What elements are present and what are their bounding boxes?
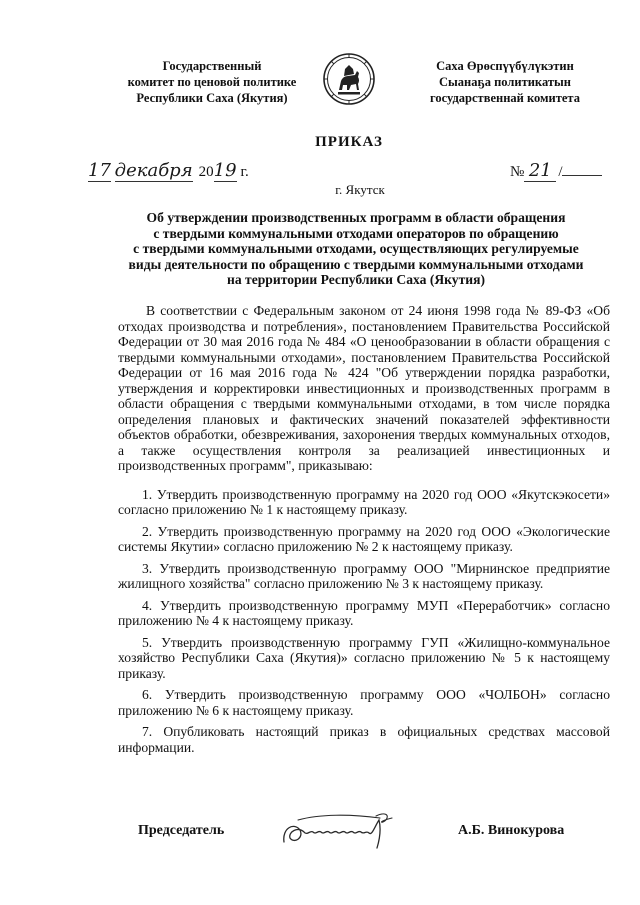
- date-year-prefix: 20: [198, 164, 214, 180]
- issuer-line: Республики Саха (Якутия): [136, 91, 288, 105]
- order-item: 6. Утвердить производственную программу ООО «ЧОЛБОН» согласно приложению № 6 к настоящему приказу.: [118, 687, 610, 718]
- number-slash: /: [558, 164, 563, 180]
- subject-line: Об утверждении производственных программ в области обращения: [146, 210, 566, 225]
- issuer-name-yakut: [400, 58, 610, 106]
- subject-line: виды деятельности по обращению с твердыми коммунальными отходами: [128, 256, 584, 272]
- signer-name: А.Б. Винокурова: [458, 823, 565, 838]
- preamble-paragraph: В соответствии с Федеральным законом от 24 июня 1998 года № 89-ФЗ «Об отходах производства и потребления», постановлением Правительства Российской Федерации от 30 мая 2016 года № 484 «О ценообразовании в области обращения с твердыми коммунальными отходами», постановлением Правительства Российской Федерации от 16 мая 2016 года № 424 "Об утверждении порядка разработки, утверждения и корректировки инвестиционных и производственных программ в области обращения с твердыми коммунальными отходами, в том числе порядка определения плановых и фактических значений показателей эффективности объектов обработки, обезвреживания, захоронения твердых коммунальных отходов, а также осуществления контроля за реализацией инвестиционных и производственных программ", приказываю:: [118, 303, 610, 473]
- order-item: 2. Утвердить производственную программу на 2020 год ООО «Экологические системы Якутии» согласно приложению № 2 к настоящему приказу.: [118, 523, 610, 554]
- subject-line: с твердыми коммунальными отходами операторов по обращению: [153, 225, 559, 241]
- yakutia-coat-of-arms-icon: [322, 52, 376, 106]
- issue-city: г. Якутск: [335, 182, 385, 197]
- date-day: 17: [88, 160, 111, 181]
- order-item: 1. Утвердить производственную программу на 2020 год ООО «Якутскэкосети» согласно приложению № 1 к настоящему приказу.: [118, 486, 610, 517]
- date-year-suffix: 19: [213, 160, 237, 181]
- order-item: 3. Утвердить производственную программу ООО "Мирнинское предприятие жилищного хозяйства" согласно приложению № 3 к настоящему приказу.: [118, 560, 610, 591]
- document-body: [118, 303, 610, 761]
- issuer-line: комитет по ценовой политике: [127, 75, 297, 89]
- document-subject: [110, 210, 602, 288]
- number-prefix: №: [510, 164, 525, 180]
- order-items-list: [118, 487, 610, 756]
- issuer-line: Государственный: [162, 59, 262, 73]
- date-suffix: г.: [240, 164, 249, 180]
- issuer-line: Сыанаҕа политикатын: [439, 75, 571, 89]
- number-value: 21: [524, 160, 556, 182]
- signer-role: Председатель: [138, 823, 225, 838]
- order-item: 5. Утвердить производственную программу ГУП «Жилищно-коммунальное хозяйство Республики Саха (Якутия)» согласно приложению № 5 к настоящему приказу.: [118, 634, 610, 681]
- document-type-title: ПРИКАЗ: [315, 134, 383, 150]
- date-month: декабря: [114, 160, 193, 181]
- issuer-line: Саха Өрөспүүбүлүкэтин: [436, 59, 574, 73]
- subject-line: с твердыми коммунальными отходами, осуществляющих регулируемые: [133, 241, 579, 257]
- document-date: [88, 160, 249, 182]
- issuer-line: государственнай комитета: [430, 91, 580, 105]
- number-blank: [562, 161, 602, 176]
- order-item: 7. Опубликовать настоящий приказ в официальных средствах массовой информации.: [118, 724, 610, 755]
- subject-line: на территории Республики Саха (Якутия): [227, 272, 485, 288]
- handwritten-signature-icon: [280, 808, 398, 854]
- issuer-name-russian: [112, 58, 312, 106]
- order-item: 4. Утвердить производственную программу МУП «Переработчик» согласно приложению № 4 к настоящему приказу.: [118, 597, 610, 628]
- document-number: [510, 160, 602, 182]
